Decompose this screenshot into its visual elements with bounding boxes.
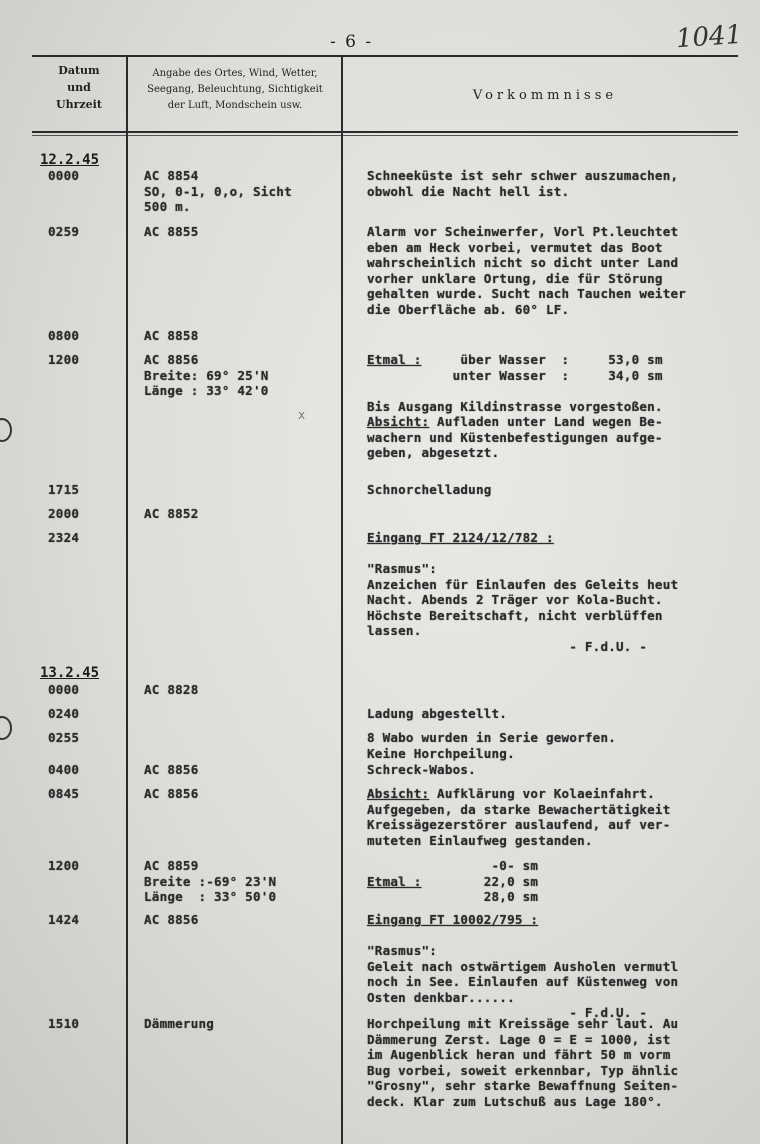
header-bottom-rule-thin bbox=[32, 135, 738, 136]
event-line: vorher unklare Ortung, die für Störung bbox=[367, 270, 663, 286]
column-header-date: Datum und Uhrzeit bbox=[56, 64, 102, 111]
time-entry: 0000 bbox=[48, 682, 80, 697]
event-line: "Grosny", sehr starke Bewaffnung Seiten- bbox=[367, 1078, 679, 1093]
handwritten-page-number: 1041 bbox=[675, 19, 744, 55]
event-text bbox=[367, 530, 678, 654]
event-text bbox=[367, 912, 678, 1021]
event-line: Bug vorbei, soweit erkennbar, Typ ähnlic bbox=[367, 1062, 679, 1078]
event-line: Dämmerung Zerst. Lage 0 = E = 1000, ist bbox=[367, 1031, 671, 1047]
event-line: "Rasmus": bbox=[367, 943, 438, 958]
time-entry: 0240 bbox=[48, 706, 80, 721]
time-entry: 0000 bbox=[48, 168, 80, 183]
event-line: wahrscheinlich nicht so dicht unter Land bbox=[367, 255, 679, 270]
event-line: eben am Heck vorbei, vermutet das Boot bbox=[367, 239, 663, 255]
event-line: 28,0 sm bbox=[367, 889, 539, 904]
event-line: Anzeichen für Einlaufen des Geleits heut bbox=[367, 576, 679, 592]
event-line: -0- sm bbox=[367, 858, 539, 873]
event-line: muteten Einlaufweg gestanden. bbox=[367, 832, 593, 848]
event-text bbox=[367, 762, 476, 778]
event-text bbox=[367, 168, 678, 199]
time-entry: 0259 bbox=[48, 224, 80, 239]
event-line: Geleit nach ostwärtigem Ausholen vermutl bbox=[367, 958, 679, 974]
event-line: Nacht. Abends 2 Träger vor Kola-Bucht. bbox=[367, 592, 663, 607]
event-line: gehalten wurde. Sucht nach Tauchen weiter bbox=[367, 286, 687, 301]
event-line: Etmal : über Wasser : 53,0 sm bbox=[367, 352, 663, 367]
event-text bbox=[367, 1016, 678, 1109]
event-text bbox=[367, 786, 671, 848]
location-entry: AC 8856 bbox=[144, 762, 199, 777]
event-line: Schnorchelladung bbox=[367, 482, 492, 497]
time-entry: 1424 bbox=[48, 912, 80, 927]
time-entry: 1510 bbox=[48, 1016, 80, 1031]
location-entry: Dämmerung bbox=[144, 1016, 215, 1031]
event-line: 8 Wabo wurden in Serie geworfen. bbox=[367, 730, 617, 745]
event-line: geben, abgesetzt. bbox=[367, 445, 500, 460]
event-line: die Oberfläche ab. 60° LF. bbox=[367, 301, 570, 317]
event-line: Schneeküste ist sehr schwer auszumachen, bbox=[367, 168, 679, 183]
event-line: obwohl die Nacht hell ist. bbox=[367, 183, 570, 199]
time-entry: 2324 bbox=[48, 530, 80, 545]
date-entry: 12.2.45 bbox=[40, 152, 100, 168]
event-line: - F.d.U. - bbox=[367, 1005, 648, 1020]
event-line: Absicht: Aufklärung vor Kolaeinfahrt. bbox=[367, 786, 655, 801]
event-text bbox=[367, 352, 663, 461]
location-entry: AC 8859 Breite :-69° 23'N Länge : 33° 50'0 bbox=[144, 858, 277, 904]
column-divider bbox=[341, 57, 343, 1144]
punch-hole bbox=[0, 716, 12, 740]
location-entry: AC 8854 SO, 0-1, 0,o, Sicht 500 m. bbox=[144, 168, 292, 214]
event-line: Eingang FT 10002/795 : bbox=[367, 912, 539, 927]
event-line bbox=[367, 383, 663, 399]
event-text bbox=[367, 224, 686, 317]
column-header-location: Angabe des Ortes, Wind, Wetter, Seegang, Beleuchtung, Sichtigkeit der Luft, Mondschein usw. bbox=[147, 68, 323, 111]
time-entry: 1715 bbox=[48, 482, 80, 497]
event-text bbox=[367, 706, 507, 722]
location-entry: AC 8852 bbox=[144, 506, 199, 521]
event-text bbox=[367, 858, 538, 905]
time-entry: 0255 bbox=[48, 730, 80, 745]
event-line: Alarm vor Scheinwerfer, Vorl Pt.leuchtet bbox=[367, 224, 679, 239]
event-line: Keine Horchpeilung. bbox=[367, 745, 515, 761]
header-bottom-rule bbox=[32, 131, 738, 133]
event-line: Absicht: Aufladen unter Land wegen Be- bbox=[367, 414, 663, 429]
event-line: deck. Klar zum Lutschuß aus Lage 180°. bbox=[367, 1093, 663, 1109]
time-entry: 0800 bbox=[48, 328, 80, 343]
event-line: wachern und Küstenbefestigungen aufge- bbox=[367, 429, 663, 445]
event-line: Aufgegeben, da starke Bewachertätigkeit bbox=[367, 801, 671, 817]
event-line: noch in See. Einlaufen auf Küstenweg von bbox=[367, 974, 679, 989]
punch-hole bbox=[0, 418, 12, 442]
event-line: Etmal : 22,0 sm bbox=[367, 873, 539, 889]
event-line: - F.d.U. - bbox=[367, 638, 648, 654]
location-entry: AC 8856 bbox=[144, 786, 199, 801]
time-entry: 0400 bbox=[48, 762, 80, 777]
event-line: im Augenblick heran und fährt 50 m vorm bbox=[367, 1047, 671, 1062]
time-entry: 1200 bbox=[48, 352, 80, 367]
column-header-events: Vorkommnisse bbox=[472, 88, 618, 103]
event-line: "Rasmus": bbox=[367, 561, 438, 576]
time-entry: 1200 bbox=[48, 858, 80, 873]
time-entry: 0845 bbox=[48, 786, 80, 801]
location-entry: AC 8858 bbox=[144, 328, 199, 343]
event-line: Ladung abgestellt. bbox=[367, 706, 508, 721]
event-line bbox=[367, 546, 678, 562]
date-entry: 13.2.45 bbox=[40, 665, 100, 681]
event-line: Höchste Bereitschaft, nicht verblüffen bbox=[367, 607, 663, 623]
event-text bbox=[367, 482, 492, 498]
event-line: Eingang FT 2124/12/782 : bbox=[367, 530, 554, 545]
event-line: Horchpeilung mit Kreissäge sehr laut. Au bbox=[367, 1016, 679, 1031]
time-entry: 2000 bbox=[48, 506, 80, 521]
location-entry: AC 8856 Breite: 69° 25'N Länge : 33° 42'0 bbox=[144, 352, 269, 398]
event-line: unter Wasser : 34,0 sm bbox=[367, 367, 663, 383]
event-line: Schreck-Wabos. bbox=[367, 762, 476, 777]
event-text bbox=[367, 730, 616, 761]
location-entry: AC 8856 bbox=[144, 912, 199, 927]
event-line bbox=[367, 928, 678, 944]
pencil-mark: x bbox=[298, 408, 306, 422]
location-entry: AC 8855 bbox=[144, 224, 199, 239]
column-divider bbox=[126, 57, 128, 1144]
location-entry: AC 8828 bbox=[144, 682, 199, 697]
event-line: Osten denkbar...... bbox=[367, 989, 515, 1005]
event-line: Kreissägezerstörer auslaufend, auf ver- bbox=[367, 817, 671, 832]
header-rule bbox=[32, 55, 738, 57]
event-line: Bis Ausgang Kildinstrasse vorgestoßen. bbox=[367, 398, 663, 414]
page-number: - 6 - bbox=[330, 32, 374, 52]
event-line: lassen. bbox=[367, 623, 422, 638]
